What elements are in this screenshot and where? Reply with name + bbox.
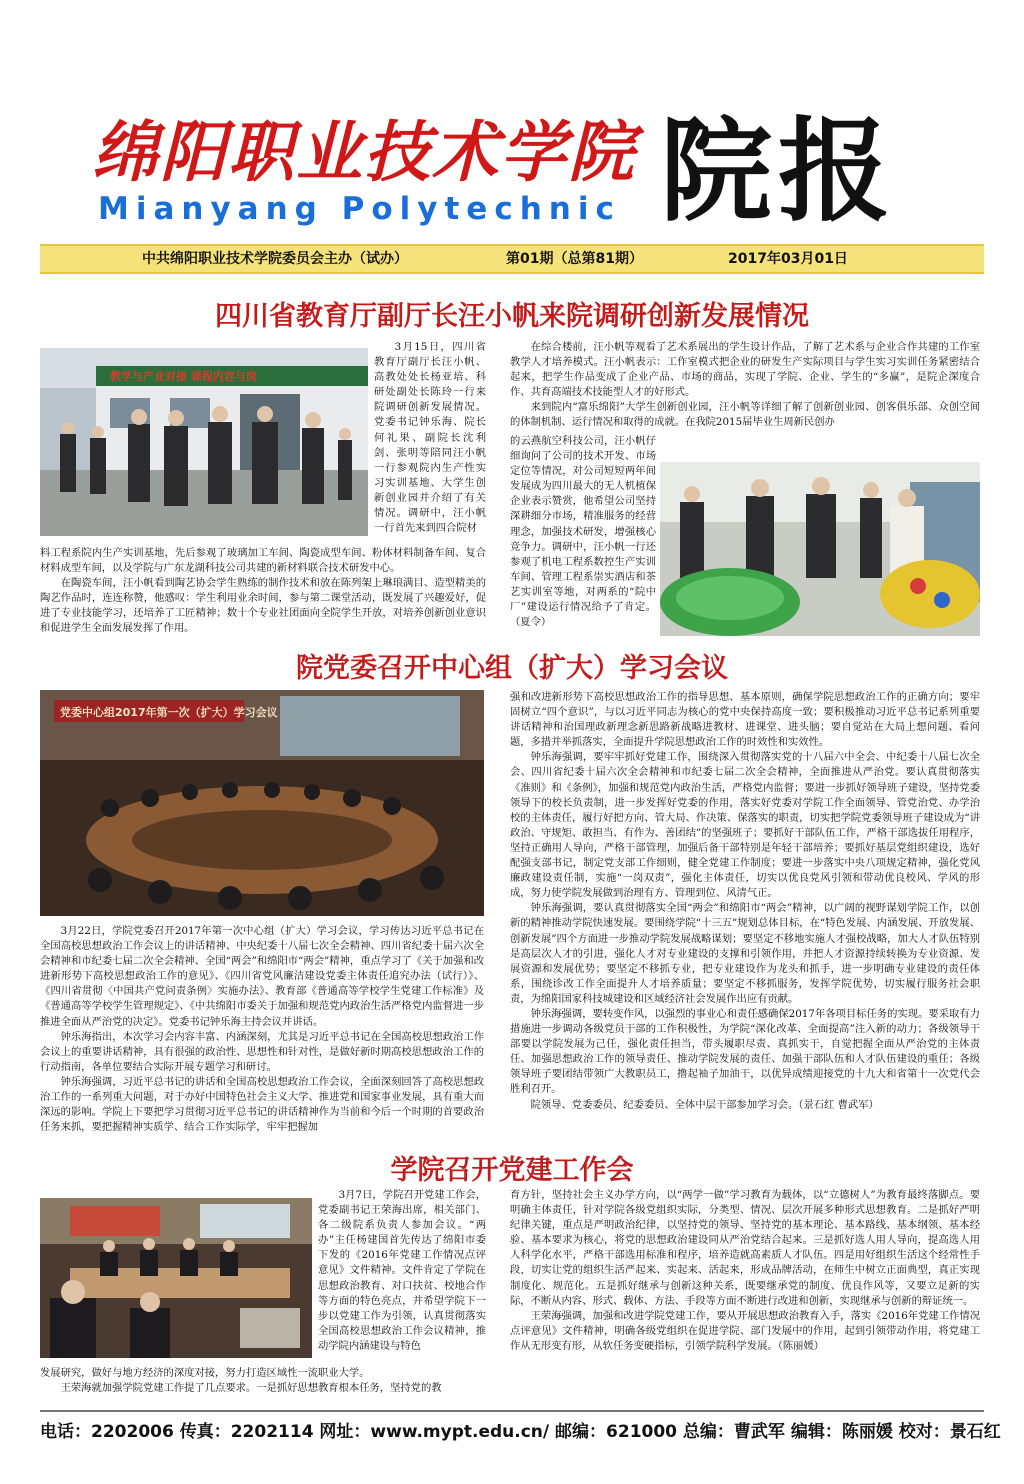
logo-english: Mianyang Polytechnic — [98, 191, 621, 227]
article3-para2: 王荣海就加强学院党建工作提了几点要求。一是抓好思想教育根本任务，坚持党的教 — [60, 1382, 442, 1395]
building-sign-text: 教学与产业对接 课程内容与岗 — [110, 370, 257, 383]
article3-para2-continued: 育方针，坚持社会主义办学方向，以“两学一做”学习教育为载体，以“立德树人”为教育最终落脚点。要明确主体责任，针对学院各级党组织实际，分类型、情况、层次开展多种形式思想教育。二是抓好严明纪律关键，重点是严明政治纪律，以坚持党的领导、坚持党的基本理论、基本路线、基本纲领、基本经验、基本要求为核心，将党的思想政治建设同从严治党结合起来。三是抓好选人用人导向，提高选人用人科学化水平，严格干部选用标准和程序，培养造就高素质人才队伍。四是用好组织生活这个经常性手段，切实让党的组织生活严起来、实起来、活起来，形成品牌活动，在师生中树立正面典型，真正实现制度化、规范化。五是抓好继承与创新这种关系，既要继承党的制度、优良作风等，又要立足新的实际，不断从内容、形式、载体、方法、手段等方面不断进行改进和创新，实现继承与创新的辩证统一。 — [510, 1189, 980, 1307]
article3-right-body — [510, 1188, 980, 1400]
article1-narrow-column — [510, 434, 656, 634]
article1-intro: 3月15日，四川省教育厅副厅长汪小帆、高教处处长杨亚培、科研处副处长陈玲一行来院调研创新发展情况。党委书记钟乐海、院长何礼果、副院长沈利剑、张明等陪同汪小帆一行参观院内生产性实习实训基地、大学生创新创业园并介绍了有关情况。调研中，汪小帆一行首先来到四合院材 — [374, 341, 486, 535]
newspaper-title: 院报 — [660, 107, 896, 237]
article3-side-column — [318, 1188, 486, 1364]
article2-para6: 钟乐海强调，要转变作风，以强烈的事业心和责任感确保2017年各项目标任务的实现。要采取有力措施进一步调动各级党员干部的工作积极性，为学院“深化改革、全面提高”注入新的动力；各级领导干部要以学院发展为己任，强化责任担当，带头履职尽责、真抓实干，自觉把握全面从严治党的主体责任、加强思想政治工作的领导责任、推动学院发展的责任、加强干部队伍和人才队伍建设的重任；各级领导班子要团结带领广大教职员工，撸起袖子加油干，以优异成绩迎接党的十九大和省第十一次党代会胜利召开。 — [510, 1007, 980, 1096]
article2-para7: 院领导、党委委员、纪委委员、全体中层干部参加学习会。（景石红 曹武军） — [530, 1098, 879, 1111]
meeting-banner-text: 党委中心组2017年第一次（扩大）学习会议 — [60, 706, 278, 719]
article1-para1-continued: 料工程系院内生产实训基地，先后参观了玻璃加工车间、陶瓷成型车间、粉体材料制备车间、复合材料成型车间，以及学院与广东龙湖科技公司共建的新材料联合技术研发中心。 — [40, 547, 486, 575]
sponsor-text: 中共绵阳职业技术学院委员会主办（试办） — [142, 251, 408, 267]
article2-para3: 钟乐海强调，习近平总书记的讲话和全国高校思想政治工作会议，全面深刻回答了高校思想政治工作的一系列重大问题，对于办好中国特色社会主义大学、推进党和国家事业发展，具有重大而深远的影响。学院上下要把学习贯彻习近平总书记的讲话精神作为当前和今后一个时期的首要政治任务来抓，要把握精神实质学、结合工作实际学，牢牢把握加 — [40, 1075, 484, 1134]
article2-photo-meeting — [40, 690, 484, 916]
article2-para2: 钟乐海指出，本次学习会内容丰富、内涵深刻，尤其是习近平总书记在全国高校思想政治工作会议上的重要讲话精神，具有很强的政治性、思想性和针对性，是做好新时期高校思想政治工作的行动指南，各单位要结合实际开展专题学习和研讨。 — [40, 1030, 484, 1073]
article2-para4: 钟乐海强调，要牢牢抓好党建工作，围绕深入贯彻落实党的十八届六中全会、中纪委十八届七次全会、四川省纪委十届六次全会精神和市纪委七届二次全会精神，全面推进从严治党。要认真贯彻落实《准则》和《条例》，加强和规范党内政治生活，严格党内监督；要进一步抓好领导班子建设，坚持党委领导下的校长负责制，进一步发挥好党委的作用，落实好党委对学院工作全面领导、管党治党、办学治校的主体责任，履行好把方向、管大局、作决策、保落实的职责，切实把学院党委领导班子建设成为“讲政治、守规矩、敢担当、有作为、善团结”的坚强班子；要抓好干部队伍工作，严格干部选拔任用程序，坚持正确用人导向，严格干部管理，加强后备干部特别是年轻干部培养；要抓好基层党组织建设，选好配强支部书记，制定党支部工作细则，健全党建工作制度；要进一步落实中央八项规定精神，强化党风廉政建设责任制，实施“一岗双责”，强化主体责任，切实以优良党风引领和带动优良校风、学风的形成，努力使学院发展做到治理有方、管理到位、风清气正。 — [510, 751, 980, 900]
article1-photo-visit — [40, 348, 368, 536]
article3-para3: 王荣海强调，加强和改进学院党建工作，要从开展思想政治教育入手，落实《2016年党建工作情况点评意见》文件精神，明确各级党组织在促进学院、部门发展中的作用，起到引领带动作用，将党建工作从无形变有形，从软任务变硬指标，引领学院科学发展。（陈丽媛） — [510, 1309, 980, 1352]
issue-number: 第01期（总第81期） — [506, 251, 643, 267]
article1-para2: 在陶瓷车间，汪小帆看到陶艺协会学生熟练的制作技术和放在陈列架上琳琅满目、造型精美的陶艺作品时，连连称赞，他感叹：学生利用业余时间，参与第二课堂活动，既发展了兴趣爱好，促进了专业技能学习，还培养了工匠精神；数十个专业社团面向全院学生开放，对培养创新创业意识和促进学生全面发展发挥了作用。 — [40, 577, 486, 635]
article2-para5: 钟乐海强调，要认真贯彻落实全国“两会”和绵阳市“两会”精神，以广阔的视野谋划学院工作，以创新的精神推动学院快速发展。要围绕学院“十三五”规划总体目标，在“特色发展、内涵发展、开放发展、创新发展”四个方面进一步推动学院发展战略谋划；要坚定不移地实施人才强校战略，加大人才队伍特别是高层次人才的引进，强化人才对专业建设的支撑和引领作用，并把人才资源持续转换为专业资源、发展资源和发展优势；要坚定不移抓专业，把专业建设作为龙头和抓手，进一步明确专业建设的责任体系，围绕诊改工作全面提升人才培养质量；要坚定不移抓服务，发挥学院优势，切实履行服务社会职责，为绵阳国家科技城建设和区域经济社会发展作出应有贡献。 — [510, 902, 980, 1005]
article1-left-body — [40, 546, 486, 636]
article3-left-body — [40, 1366, 486, 1398]
masthead-logo — [92, 112, 652, 227]
article3-para1-continued: 发展研究，做好与地方经济的深度对接，努力打造区域性一流职业大学。 — [40, 1367, 370, 1379]
issue-date: 2017年03月01日 — [728, 251, 848, 267]
article1-photo-workshop — [660, 462, 980, 636]
article2-right-body — [510, 690, 980, 1134]
article2-para1: 3月22日，学院党委召开2017年第一次中心组（扩大）学习会议，学习传达习近平总书记在全国高校思想政治工作会议上的讲话精神、中央纪委十八届七次全会精神、四川省纪委十届六次全会精神和市纪委七届二次全会精神、全国“两会”和绵阳市“两会”精神，重点学习了《关于加强和改进新形势下高校思想政治工作的意见》、《四川省党风廉洁建设党委主体责任追究办法（试行）》、《四川省贯彻〈中国共产党问责条例〉实施办法》、教育部《普通高等学校学生党建工作标准》及《普通高等学校学生管理规定》、《中共绵阳市委关于加强和规范党内政治生活严格党内监督进一步推进全面从严治党的决定》。党委书记钟乐海主持会议并讲话。 — [40, 925, 484, 1028]
article3-headline: 学院召开党建工作会 — [390, 1155, 634, 1186]
article2-para3-continued: 强和改进新形势下高校思想政治工作的指导思想、基本原则，确保学院思想政治工作的正确方向；要牢固树立“四个意识”，与以习近平同志为核心的党中央保持高度一致；要积极推动习近平总书记系列重要讲话精神和治国理政新理念新思路新战略进教材、进课堂、进头脑；要自觉站在大局上想问题、看问题，多措并举抓落实，全面提升学院思想政治工作的时效性和实效性。 — [510, 691, 980, 749]
article1-headline: 四川省教育厅副厅长汪小帆来院调研创新发展情况 — [215, 301, 809, 332]
article1-right-body — [510, 340, 980, 432]
article1-para4: 来到院内“富乐绵阳”大学生创新创业园，汪小帆等详细了解了创新创业园、创客俱乐部、众创空间的体制机制、运行情况和取得的成就。在我院2015届毕业生周新民创办 — [510, 401, 980, 429]
article1-para3: 在综合楼前，汪小帆等观看了艺术系展出的学生设计作品，了解了艺术系与企业合作共建的工作室教学人才培养模式。汪小帆表示：工作室模式把企业的研发生产实际项目与学生实习实训任务紧密结合起来，把学生作品变成了企业产品、市场的商品，实现了学院、企业、学生的“多赢”，是院企深度合作、共育高端技术技能型人才的好形式。 — [510, 341, 980, 399]
article3-photo-meeting — [40, 1198, 312, 1358]
article1-para5: 的云燕航空科技公司，汪小帆仔细询问了公司的技术开发、市场定位等情况，对公司短短两年间发展成为四川最大的无人机植保企业表示赞赏，他希望公司坚持深耕细分市场，精准服务的经营理念，加强技术研发，增强核心竞争力。调研中，汪小帆一行还参观了机电工程系数控生产实训车间、管理工程系崇实酒店和茶艺实训室等地，对两系的“院中厂”建设运行情况给予了肯定。（夏令） — [510, 435, 656, 629]
logo-chinese: 绵阳职业技术学院 — [92, 113, 636, 191]
issue-bar — [40, 244, 984, 274]
article3-intro: 3月7日，学院召开党建工作会，党委副书记王荣海出席，相关部门、各二级院系负责人参加会议。“两办”主任杨建国首先传达了绵阳市委下发的《2016年党建工作情况点评意见》文件精神。文件肯定了学院在思想政治教育、对口扶贫、校地合作等方面的特色亮点，并希望学院下一步以党建工作为引领，认真贯彻落实全国高校思想政治工作会议精神，推动学院内涵建设与特色 — [318, 1189, 486, 1352]
article2-headline: 院党委召开中心组（扩大）学习会议 — [296, 653, 728, 684]
article2-left-body — [40, 924, 484, 1134]
footer-contact: 电话：2202006 传真：2202114 网址：www.mypt.edu.cn/ 邮编：621000 总编：曹武军 编辑：陈丽媛 校对：景石红 — [40, 1410, 984, 1452]
